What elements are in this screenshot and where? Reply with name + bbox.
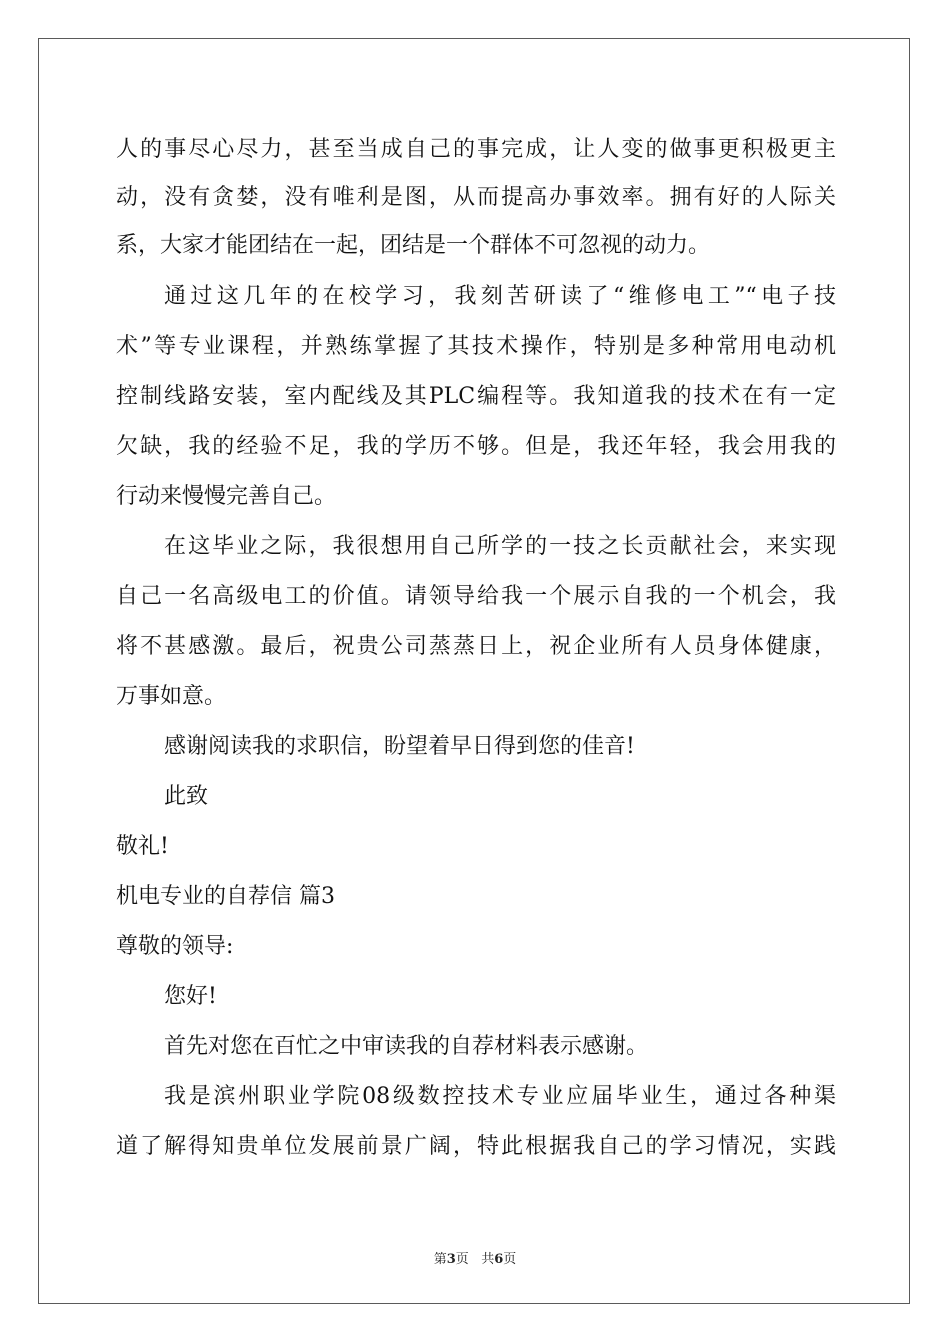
page-border: [38, 38, 910, 1304]
body-line: 欠缺，我的经验不足，我的学历不够。但是，我还年轻，我会用我的: [116, 434, 836, 459]
footer-total-pages: 6: [494, 1252, 504, 1267]
body-line: 将不甚感激。最后，祝贵公司蒸蒸日上，祝企业所有人员身体健康，: [116, 634, 836, 659]
body-line: 首先对您在百忙之中审读我的自荐材料表示感谢。: [164, 1034, 649, 1059]
footer-suffix: 页: [503, 1252, 517, 1267]
footer-prefix: 第: [433, 1252, 447, 1267]
footer-current-page: 3: [446, 1252, 456, 1267]
body-line: 通过这几年的在校学习，我刻苦研读了“维修电工”“电子技: [164, 284, 836, 309]
body-line: 在这毕业之际，我很想用自己所学的一技之长贡献社会，来实现: [164, 534, 836, 559]
greeting-line: 尊敬的领导:: [116, 934, 234, 959]
body-line: 控制线路安装，室内配线及其PLC编程等。我知道我的技术在有一定: [116, 384, 836, 409]
greeting-line: 您好!: [164, 984, 217, 1009]
body-line: 行动来慢慢完善自己。: [116, 484, 337, 509]
salutation-line: 敬礼!: [116, 834, 169, 859]
closing-line: 此致: [164, 784, 209, 809]
page-footer: [0, 1248, 950, 1267]
body-line: 人的事尽心尽力，甚至当成自己的事完成，让人变的做事更积极更主: [116, 137, 836, 162]
body-line: 道了解得知贵单位发展前景广阔，特此根据我自己的学习情况，实践: [116, 1134, 836, 1159]
body-line: 系，大家才能团结在一起，团结是一个群体不可忽视的动力。: [116, 233, 711, 258]
body-line: 自己一名高级电工的价值。请领导给我一个展示自我的一个机会，我: [116, 584, 836, 609]
body-line: 动，没有贪婪，没有唯利是图，从而提高办事效率。拥有好的人际关: [116, 185, 836, 210]
body-line: 万事如意。: [116, 684, 227, 709]
body-line: 术”等专业课程，并熟练掌握了其技术操作，特别是多种常用电动机: [116, 334, 836, 359]
body-line: 我是滨州职业学院08级数控技术专业应届毕业生，通过各种渠: [164, 1084, 836, 1109]
footer-mid: 页 共: [455, 1252, 495, 1267]
section-heading: 机电专业的自荐信 篇3: [116, 884, 335, 909]
body-line: 感谢阅读我的求职信，盼望着早日得到您的佳音!: [164, 734, 635, 759]
